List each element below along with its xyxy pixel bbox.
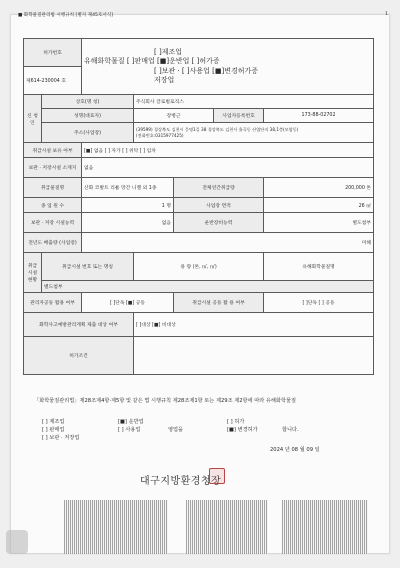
issuing-authority: 대구지방환경청장 bbox=[140, 476, 222, 487]
page-number: 1 bbox=[385, 12, 388, 17]
footer-opt-mfg: [ ] 제조업 bbox=[42, 419, 65, 425]
storage-facility-value: 없음 bbox=[82, 158, 374, 178]
form-header bbox=[18, 12, 388, 18]
footer-ending: 합니다. bbox=[282, 427, 299, 433]
opt-manufacturing: [ ]제조업 bbox=[154, 47, 182, 56]
manager-value: [ ]단독 [■] 공동 bbox=[82, 293, 174, 313]
handling-value: [■] 없음 [ ] 자가 [ ] 위탁 [ ] 임차 bbox=[82, 143, 374, 158]
transport-cap-label: 운반장비능력 bbox=[174, 213, 264, 233]
form-reference: ■ 화학물질관리법 시행규칙 [별지 제45호서식] bbox=[18, 13, 114, 18]
footer-opt-storage: [ ] 보관 · 저장업 bbox=[42, 435, 80, 441]
opt-storage-biz: 저장업 bbox=[154, 76, 175, 84]
binding-strip-right bbox=[282, 500, 368, 554]
conditions-value bbox=[134, 337, 374, 375]
footer-industry: 영업을 bbox=[168, 427, 184, 433]
handled-substance-value: 산화 코발트 리튬 망간 니켈 외 1종 bbox=[82, 178, 174, 198]
business-type-block bbox=[82, 39, 374, 95]
accident-value: [ ]대상 [■] 비대상 bbox=[134, 313, 374, 337]
annual-amount-label: 전체연간취급량 bbox=[174, 178, 264, 198]
opt-sales: [ ]판매업 bbox=[126, 57, 155, 65]
permit-form-table bbox=[23, 38, 374, 375]
facility-share-value: [ ]단독 [ ] 공동 bbox=[264, 293, 374, 313]
storage-cap-label: 보관 · 저장 시설능력 bbox=[24, 213, 82, 233]
corner-stamp bbox=[6, 530, 28, 554]
annual-amount-value: 200,000 톤 bbox=[264, 178, 374, 198]
discharge-label: 전년도 배출량 (사업장) bbox=[24, 233, 82, 253]
employees-label: 종 업 원 수 bbox=[24, 198, 82, 213]
facility-attachment: 별도첨부 bbox=[42, 281, 374, 293]
conditions-label: 허가조건 bbox=[24, 337, 134, 375]
footer-opt-permit: [ ] 허가 bbox=[227, 419, 245, 425]
employees-value: 1 명 bbox=[82, 198, 174, 213]
area-label: 사업장 면적 bbox=[174, 198, 264, 213]
storage-facility-label: 보관 · 저장시설 소재지 bbox=[24, 158, 82, 178]
opt-change: [■]변경허가증 bbox=[212, 66, 259, 75]
address-label: 주소(사업장) bbox=[42, 123, 134, 143]
opt-permit: [ ]허가증 bbox=[191, 57, 220, 65]
opt-storage: [ ]보관 · bbox=[154, 66, 180, 75]
issue-date: 2024 년 08 월 09 일 bbox=[270, 447, 320, 453]
storage-cap-value: 없음 bbox=[82, 213, 174, 233]
discharge-value: 미해 bbox=[82, 233, 374, 253]
substance-label: 유해화학물질 bbox=[84, 57, 125, 65]
footer-opt-use: [ ] 사용업 bbox=[118, 427, 141, 433]
permit-no-value: 제614-230004 호 bbox=[24, 67, 82, 95]
permit-basis-text: 「화학물질관리법」제28조제4항·제5항 및 같은 법 시행규칙 제28조제1항 또는 제29조 제2항에 따라 유해화학물질 bbox=[34, 398, 296, 404]
binding-strip-middle bbox=[186, 500, 268, 554]
handling-label: 취급시설 보유 여부 bbox=[24, 143, 82, 158]
footer-opt-transport: [■] 운반업 bbox=[118, 419, 144, 425]
handled-substance-label: 취급물질명 bbox=[24, 178, 82, 198]
phone-value: (전화번호:0315977425) bbox=[136, 132, 184, 138]
opt-use: [ ]사용업 bbox=[181, 66, 210, 75]
facility-label: 취급 시설 현황 bbox=[24, 253, 42, 293]
trade-name-label: 상호(명 칭) bbox=[42, 95, 134, 109]
official-seal bbox=[209, 468, 225, 484]
facility-share-label: 취급시설 공동 활 용 여부 bbox=[174, 293, 264, 313]
reg-no-label: 사업자등록번호 bbox=[214, 109, 264, 123]
manager-label: 관리자공동 활용 여부 bbox=[24, 293, 82, 313]
capacity-label: 용 량 (톤, ㎥, ㎡) bbox=[134, 253, 264, 281]
area-value: 26 ㎡ bbox=[264, 198, 374, 213]
applicant-label: 신 청 인 bbox=[24, 95, 42, 143]
footer-opt-change: [■] 변경허가 bbox=[227, 427, 258, 433]
representative-label: 성명(대표자) bbox=[42, 109, 134, 123]
representative-value: 장병근 bbox=[134, 109, 214, 123]
footer-opt-sales: [ ] 판매업 bbox=[42, 427, 65, 433]
accident-label: 화학사고예방관리계획 제출 대상 여부 bbox=[24, 313, 134, 337]
substance-col-label: 유해화학물질명 bbox=[264, 253, 374, 281]
address-value: (39599) 경상북도 김천시 응명1길 38 경상북도 김천시 율곡동 산업단지 38,1층(모암동) bbox=[136, 126, 299, 132]
permit-no-label: 허가번호 bbox=[24, 39, 82, 67]
address-cell bbox=[134, 123, 374, 143]
trade-name-value: 주식회사 글로벌로직스 bbox=[134, 95, 374, 109]
facility-no-label: 취급시설 번호 또는 명칭 bbox=[42, 253, 134, 281]
opt-transport: [■]운반업 bbox=[157, 57, 190, 65]
transport-cap-value: 별도첨부 bbox=[264, 213, 374, 233]
binding-strip-left bbox=[64, 500, 168, 554]
reg-no-value: 173-88-02702 bbox=[264, 109, 374, 123]
